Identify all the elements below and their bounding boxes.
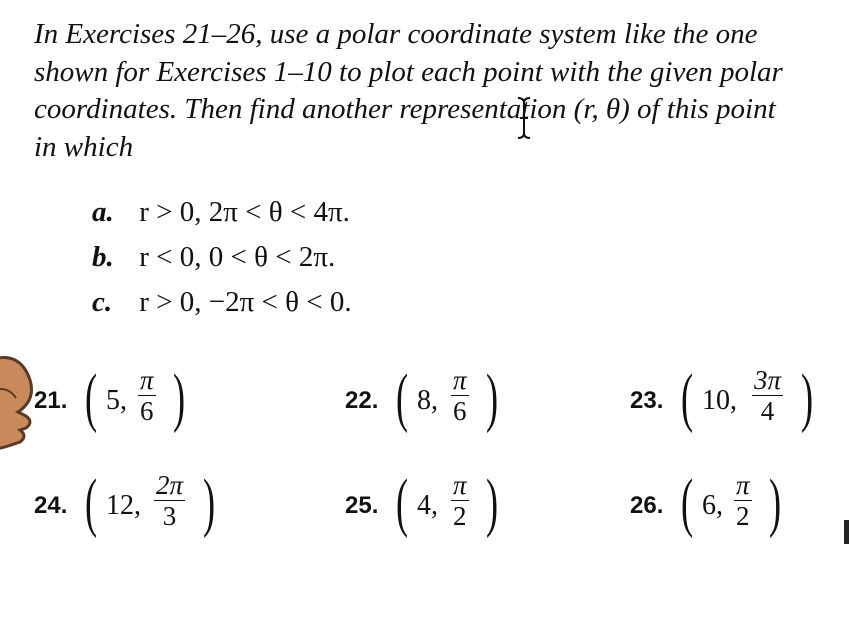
left-paren: ( (84, 361, 98, 434)
angle-fraction (451, 365, 469, 426)
left-paren: ( (680, 466, 694, 539)
pointing-hand-icon (0, 350, 40, 460)
instruction-line: shown for Exercises 1–10 to plot each point with the given polar (34, 55, 783, 88)
exercise-number: 25. (345, 492, 379, 519)
page-edge-mark (844, 520, 849, 544)
radius-value: 4, (417, 490, 438, 521)
exercise-22 (345, 355, 545, 435)
instruction-line: in which (34, 130, 134, 163)
exercise-21 (34, 355, 234, 435)
angle-denominator: 2 (453, 501, 467, 531)
exercise-number: 21. (34, 387, 68, 414)
right-paren: ) (485, 361, 499, 434)
condition-expression: r > 0, 2π < θ < 4π. (139, 196, 350, 228)
condition-label: a. (92, 196, 114, 228)
condition-expression: r < 0, 0 < θ < 2π. (139, 241, 336, 273)
condition-expression: r > 0, −2π < θ < 0. (139, 286, 352, 318)
radius-value: 5, (106, 385, 127, 416)
angle-fraction (451, 470, 469, 531)
instruction-line: coordinates. Then find another representation (r, θ) of this point (34, 93, 776, 125)
right-paren: ) (485, 466, 499, 539)
angle-numerator: π (140, 365, 154, 395)
exercise-26 (630, 460, 830, 540)
exercise-number: 26. (630, 492, 664, 519)
angle-fraction (154, 470, 185, 531)
left-paren: ( (395, 361, 409, 434)
right-paren: ) (800, 361, 814, 434)
text-cursor-icon (515, 96, 533, 140)
angle-numerator: 2π (156, 470, 184, 500)
radius-value: 12, (106, 490, 141, 521)
angle-denominator: 6 (140, 396, 154, 426)
exercise-number: 22. (345, 387, 379, 414)
exercise-25 (345, 460, 545, 540)
angle-fraction (752, 365, 783, 426)
angle-numerator: 3π (754, 365, 782, 395)
condition-c (92, 286, 352, 319)
angle-denominator: 4 (760, 396, 775, 426)
left-paren: ( (84, 466, 98, 539)
left-paren: ( (680, 361, 694, 434)
angle-fraction (734, 470, 752, 531)
exercise-number: 24. (34, 492, 68, 519)
radius-value: 6, (702, 490, 723, 521)
condition-a (92, 196, 350, 229)
radius-value: 8, (417, 385, 438, 416)
angle-numerator: π (736, 470, 750, 500)
condition-label: c. (92, 286, 113, 318)
instruction-line: In Exercises 21–26, use a polar coordinate system like the one (34, 18, 758, 50)
angle-numerator: π (453, 470, 467, 500)
condition-label: b. (92, 241, 114, 273)
radius-value: 10, (702, 385, 737, 416)
angle-denominator: 6 (453, 396, 467, 426)
angle-denominator: 2 (736, 501, 750, 531)
exercise-instructions (34, 16, 849, 166)
right-paren: ) (768, 466, 782, 539)
exercise-number: 23. (630, 387, 664, 414)
angle-numerator: π (453, 365, 467, 395)
right-paren: ) (202, 466, 216, 539)
angle-fraction (138, 365, 156, 426)
right-paren: ) (172, 361, 186, 434)
exercise-23 (630, 355, 840, 435)
left-paren: ( (395, 466, 409, 539)
angle-denominator: 3 (162, 501, 177, 531)
exercise-24 (34, 460, 254, 540)
condition-b (92, 241, 335, 274)
